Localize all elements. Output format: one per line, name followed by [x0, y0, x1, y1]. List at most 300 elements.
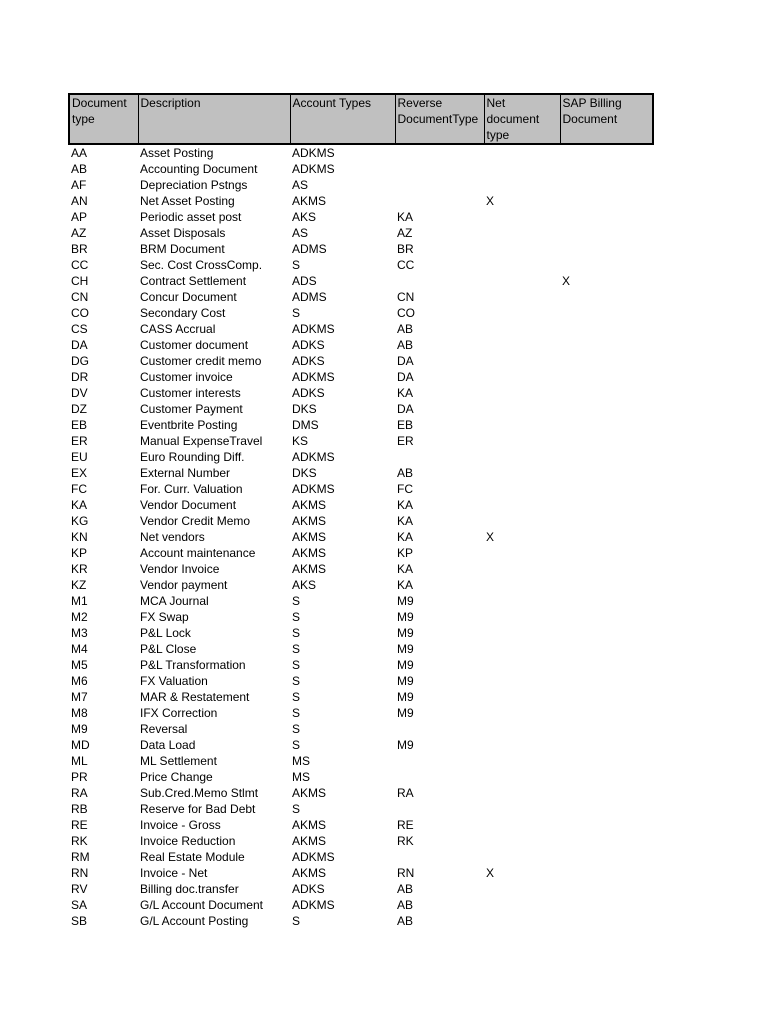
cell-document-type: AP: [71, 210, 88, 224]
cell-account-types: S: [292, 594, 301, 608]
cell-sap-billing-document: [560, 144, 653, 161]
cell-document-type: EU: [71, 450, 88, 464]
cell-account-types: AKMS: [292, 818, 327, 832]
cell-sap-billing-document: [560, 401, 653, 417]
cell-sap-billing-document: [560, 801, 653, 817]
cell-account-types: AKS: [292, 210, 317, 224]
table-row: [69, 321, 653, 337]
cell-sap-billing-document: [560, 209, 653, 225]
cell-reverse-document-type: CO: [397, 306, 415, 320]
cell-description: Reserve for Bad Debt: [140, 802, 256, 816]
table-row: [69, 673, 653, 689]
cell-document-type: EX: [71, 466, 88, 480]
cell-net-document-type: [484, 673, 560, 689]
table-row: [69, 881, 653, 897]
cell-account-types: ADKS: [292, 882, 325, 896]
cell-account-types: ADKMS: [292, 146, 335, 160]
cell-reverse-document-type: [395, 849, 484, 865]
cell-description: Invoice - Gross: [140, 818, 221, 832]
cell-net-document-type: [484, 561, 560, 577]
cell-account-types: S: [292, 306, 301, 320]
cell-description: Real Estate Module: [140, 850, 245, 864]
table-row: [69, 513, 653, 529]
cell-sap-billing-document: [560, 529, 653, 545]
cell-sap-billing-document: [560, 417, 653, 433]
cell-document-type: RE: [71, 818, 88, 832]
cell-sap-billing-document: [560, 849, 653, 865]
cell-reverse-document-type: [395, 144, 484, 161]
table-row: [69, 753, 653, 769]
cell-sap-billing-document: [560, 753, 653, 769]
cell-sap-billing-document: [560, 513, 653, 529]
cell-net-document-type: [484, 897, 560, 913]
cell-description: IFX Correction: [140, 706, 218, 720]
cell-reverse-document-type: [395, 769, 484, 785]
cell-account-types: AKMS: [292, 834, 327, 848]
cell-reverse-document-type: AB: [397, 914, 414, 928]
cell-sap-billing-document: [560, 241, 653, 257]
cell-sap-billing-document: [560, 497, 653, 513]
table-row: [69, 737, 653, 753]
cell-sap-billing-document: [560, 865, 653, 881]
table-row: [69, 161, 653, 177]
cell-document-type: KZ: [71, 578, 87, 592]
table-row: [69, 689, 653, 705]
cell-account-types: ADS: [292, 274, 317, 288]
cell-reverse-document-type: EB: [397, 418, 414, 432]
cell-net-document-type: [484, 465, 560, 481]
cell-account-types: DKS: [292, 402, 317, 416]
cell-net-document-type: [484, 721, 560, 737]
cell-account-types: S: [292, 738, 301, 752]
cell-reverse-document-type: CC: [397, 258, 415, 272]
cell-account-types: S: [292, 706, 301, 720]
cell-account-types: ADKS: [292, 338, 325, 352]
cell-net-document-type: [484, 513, 560, 529]
cell-account-types: AKMS: [292, 194, 327, 208]
cell-account-types: KS: [292, 434, 309, 448]
table-row: [69, 913, 653, 929]
cell-description: MAR & Restatement: [140, 690, 250, 704]
cell-document-type: DG: [71, 354, 89, 368]
cell-reverse-document-type: AB: [397, 322, 414, 336]
table-row: [69, 225, 653, 241]
cell-sap-billing-document: [560, 465, 653, 481]
cell-reverse-document-type: KA: [397, 386, 414, 400]
cell-reverse-document-type: KA: [397, 578, 414, 592]
cell-reverse-document-type: CN: [397, 290, 415, 304]
cell-net-document-type: [484, 209, 560, 225]
cell-reverse-document-type: AB: [397, 898, 414, 912]
cell-reverse-document-type: [395, 273, 484, 289]
cell-account-types: ADKMS: [292, 482, 335, 496]
cell-description: Net Asset Posting: [140, 194, 235, 208]
cell-account-types: AKMS: [292, 498, 327, 512]
cell-sap-billing-document: [560, 833, 653, 849]
cell-description: P&L Close: [140, 642, 197, 656]
cell-reverse-document-type: KA: [397, 498, 414, 512]
cell-net-document-type: [484, 289, 560, 305]
cell-reverse-document-type: DA: [397, 354, 414, 368]
cell-sap-billing-document: [560, 193, 653, 209]
cell-net-document-type: [484, 657, 560, 673]
cell-reverse-document-type: AB: [397, 466, 414, 480]
cell-reverse-document-type: M9: [397, 674, 414, 688]
cell-sap-billing-document: [560, 561, 653, 577]
table-row: [69, 481, 653, 497]
cell-net-document-type: [484, 833, 560, 849]
table-row: [69, 785, 653, 801]
header-description: Description: [138, 94, 290, 144]
table-row: [69, 385, 653, 401]
cell-account-types: ADMS: [292, 290, 327, 304]
cell-description: Asset Disposals: [140, 226, 226, 240]
cell-description: Customer document: [140, 338, 249, 352]
cell-document-type: RK: [71, 834, 88, 848]
table-row: [69, 545, 653, 561]
cell-account-types: ADKMS: [292, 450, 335, 464]
cell-sap-billing-document: [560, 673, 653, 689]
cell-description: For. Curr. Valuation: [140, 482, 243, 496]
cell-reverse-document-type: [395, 753, 484, 769]
table-row: [69, 465, 653, 481]
cell-account-types: ADMS: [292, 242, 327, 256]
cell-net-document-type: [484, 369, 560, 385]
cell-reverse-document-type: KP: [397, 546, 414, 560]
cell-account-types: AKMS: [292, 786, 327, 800]
header-document-type: Document type: [69, 94, 138, 144]
cell-reverse-document-type: M9: [397, 706, 414, 720]
cell-reverse-document-type: [395, 801, 484, 817]
table-row: [69, 769, 653, 785]
cell-net-document-type: [484, 881, 560, 897]
cell-reverse-document-type: [395, 161, 484, 177]
cell-account-types: AKMS: [292, 546, 327, 560]
table-row: [69, 529, 653, 545]
cell-net-document-type: [484, 225, 560, 241]
cell-sap-billing-document: [560, 641, 653, 657]
cell-description: Customer invoice: [140, 370, 233, 384]
cell-document-type: AZ: [71, 226, 87, 240]
cell-description: Billing doc.transfer: [140, 882, 239, 896]
cell-description: Vendor Document: [140, 498, 237, 512]
cell-description: MCA Journal: [140, 594, 209, 608]
cell-net-document-type: [484, 609, 560, 625]
header-net-document-type: Net document type: [484, 94, 560, 144]
cell-sap-billing-document: [560, 817, 653, 833]
cell-document-type: KR: [71, 562, 88, 576]
cell-sap-billing-document: [560, 385, 653, 401]
cell-document-type: BR: [71, 242, 88, 256]
cell-reverse-document-type: M9: [397, 658, 414, 672]
cell-sap-billing-document: [560, 769, 653, 785]
cell-document-type: RN: [71, 866, 89, 880]
cell-document-type: DZ: [71, 402, 87, 416]
cell-account-types: ADKMS: [292, 322, 335, 336]
cell-description: BRM Document: [140, 242, 225, 256]
cell-description: CASS Accrual: [140, 322, 216, 336]
cell-sap-billing-document: [560, 257, 653, 273]
cell-description: Euro Rounding Diff.: [140, 450, 245, 464]
cell-document-type: AN: [71, 194, 88, 208]
cell-description: ML Settlement: [140, 754, 217, 768]
cell-sap-billing-document: [560, 577, 653, 593]
cell-document-type: RB: [71, 802, 88, 816]
cell-sap-billing-document: [560, 881, 653, 897]
cell-sap-billing-document: [560, 705, 653, 721]
cell-sap-billing-document: X: [562, 274, 571, 288]
cell-description: Price Change: [140, 770, 213, 784]
cell-account-types: AKMS: [292, 514, 327, 528]
table-row: [69, 593, 653, 609]
cell-net-document-type: [484, 353, 560, 369]
cell-net-document-type: [484, 257, 560, 273]
cell-account-types: ADKS: [292, 354, 325, 368]
cell-document-type: KA: [71, 498, 88, 512]
cell-description: Reversal: [140, 722, 188, 736]
table-row: [69, 417, 653, 433]
cell-sap-billing-document: [560, 545, 653, 561]
cell-document-type: DV: [71, 386, 88, 400]
cell-account-types: AKS: [292, 578, 317, 592]
cell-document-type: PR: [71, 770, 88, 784]
cell-sap-billing-document: [560, 897, 653, 913]
cell-description: G/L Account Posting: [140, 914, 249, 928]
cell-description: Customer interests: [140, 386, 241, 400]
cell-sap-billing-document: [560, 737, 653, 753]
cell-net-document-type: [484, 433, 560, 449]
cell-reverse-document-type: M9: [397, 626, 414, 640]
cell-description: Vendor Credit Memo: [140, 514, 251, 528]
cell-reverse-document-type: AB: [397, 882, 414, 896]
cell-sap-billing-document: [560, 321, 653, 337]
cell-net-document-type: [484, 785, 560, 801]
table-row: [69, 369, 653, 385]
cell-sap-billing-document: [560, 593, 653, 609]
cell-net-document-type: [484, 593, 560, 609]
cell-net-document-type: [484, 817, 560, 833]
header-sap-billing-document: SAP Billing Document: [560, 94, 653, 144]
cell-net-document-type: [484, 705, 560, 721]
cell-description: External Number: [140, 466, 231, 480]
table-row: [69, 577, 653, 593]
cell-description: FX Valuation: [140, 674, 208, 688]
cell-account-types: AS: [292, 226, 309, 240]
cell-reverse-document-type: AB: [397, 338, 414, 352]
cell-net-document-type: [484, 321, 560, 337]
cell-description: Sub.Cred.Memo Stlmt: [140, 786, 259, 800]
header-reverse-document-type: Reverse DocumentType: [395, 94, 484, 144]
cell-net-document-type: [484, 641, 560, 657]
cell-sap-billing-document: [560, 305, 653, 321]
cell-net-document-type: [484, 144, 560, 161]
table-row: [69, 625, 653, 641]
table-row: [69, 609, 653, 625]
cell-reverse-document-type: AZ: [397, 226, 413, 240]
cell-description: Account maintenance: [140, 546, 256, 560]
cell-sap-billing-document: [560, 913, 653, 929]
cell-sap-billing-document: [560, 177, 653, 193]
cell-description: Vendor Invoice: [140, 562, 220, 576]
cell-description: Periodic asset post: [140, 210, 242, 224]
cell-net-document-type: [484, 577, 560, 593]
cell-net-document-type: [484, 801, 560, 817]
cell-account-types: S: [292, 674, 301, 688]
cell-sap-billing-document: [560, 481, 653, 497]
cell-description: Customer credit memo: [140, 354, 262, 368]
cell-account-types: ADKMS: [292, 850, 335, 864]
cell-net-document-type: [484, 417, 560, 433]
table-row: [69, 833, 653, 849]
cell-document-type: ER: [71, 434, 88, 448]
document-type-table: [68, 93, 652, 929]
table-row: [69, 241, 653, 257]
cell-net-document-type: [484, 161, 560, 177]
cell-document-type: M5: [71, 658, 88, 672]
cell-net-document-type: [484, 737, 560, 753]
cell-document-type: RA: [71, 786, 88, 800]
cell-document-type: AB: [71, 162, 88, 176]
cell-reverse-document-type: [395, 449, 484, 465]
cell-document-type: CS: [71, 322, 88, 336]
cell-account-types: ADKMS: [292, 162, 335, 176]
cell-sap-billing-document: [560, 625, 653, 641]
cell-description: Contract Settlement: [140, 274, 247, 288]
cell-net-document-type: [484, 449, 560, 465]
table-row: [69, 337, 653, 353]
cell-document-type: M7: [71, 690, 88, 704]
cell-description: Eventbrite Posting: [140, 418, 238, 432]
cell-document-type: ML: [71, 754, 88, 768]
table-row: [69, 865, 653, 881]
table-row: [69, 849, 653, 865]
cell-document-type: M3: [71, 626, 88, 640]
table-row: [69, 305, 653, 321]
cell-document-type: EB: [71, 418, 88, 432]
cell-net-document-type: [484, 481, 560, 497]
cell-account-types: S: [292, 642, 301, 656]
cell-reverse-document-type: M9: [397, 642, 414, 656]
cell-sap-billing-document: [560, 449, 653, 465]
cell-account-types: S: [292, 690, 301, 704]
cell-net-document-type: [484, 913, 560, 929]
cell-account-types: MS: [292, 770, 310, 784]
cell-account-types: DMS: [292, 418, 319, 432]
cell-account-types: S: [292, 722, 301, 736]
table-row: [69, 193, 653, 209]
cell-net-document-type: [484, 753, 560, 769]
cell-reverse-document-type: KA: [397, 210, 414, 224]
cell-sap-billing-document: [560, 353, 653, 369]
cell-account-types: MS: [292, 754, 310, 768]
cell-description: G/L Account Document: [140, 898, 263, 912]
cell-net-document-type: X: [486, 530, 495, 544]
table-row: [69, 497, 653, 513]
cell-reverse-document-type: [395, 177, 484, 193]
cell-net-document-type: [484, 401, 560, 417]
cell-document-type: AA: [71, 146, 88, 160]
cell-net-document-type: [484, 849, 560, 865]
cell-document-type: M8: [71, 706, 88, 720]
cell-description: FX Swap: [140, 610, 189, 624]
cell-description: Accounting Document: [140, 162, 258, 176]
cell-sap-billing-document: [560, 609, 653, 625]
table-row: [69, 433, 653, 449]
cell-description: Invoice - Net: [140, 866, 208, 880]
cell-description: P&L Lock: [140, 626, 191, 640]
cell-reverse-document-type: RK: [397, 834, 414, 848]
cell-description: Asset Posting: [140, 146, 214, 160]
cell-account-types: S: [292, 914, 301, 928]
cell-reverse-document-type: RN: [397, 866, 415, 880]
table-row: [69, 801, 653, 817]
table-row: [69, 401, 653, 417]
table-row: [69, 273, 653, 289]
cell-reverse-document-type: DA: [397, 402, 414, 416]
cell-net-document-type: [484, 177, 560, 193]
table-row: [69, 353, 653, 369]
cell-description: Depreciation Pstngs: [140, 178, 248, 192]
cell-reverse-document-type: RA: [397, 786, 414, 800]
cell-net-document-type: [484, 689, 560, 705]
cell-account-types: AKMS: [292, 530, 327, 544]
cell-description: Net vendors: [140, 530, 205, 544]
cell-document-type: M2: [71, 610, 88, 624]
cell-document-type: SB: [71, 914, 88, 928]
cell-document-type: CH: [71, 274, 89, 288]
header-row: [69, 94, 653, 144]
cell-reverse-document-type: DA: [397, 370, 414, 384]
cell-net-document-type: [484, 385, 560, 401]
cell-account-types: S: [292, 658, 301, 672]
cell-reverse-document-type: KA: [397, 562, 414, 576]
cell-reverse-document-type: M9: [397, 594, 414, 608]
cell-account-types: S: [292, 802, 301, 816]
cell-net-document-type: X: [486, 866, 495, 880]
cell-reverse-document-type: BR: [397, 242, 414, 256]
cell-account-types: S: [292, 258, 301, 272]
cell-document-type: CO: [71, 306, 89, 320]
table-row: [69, 641, 653, 657]
cell-net-document-type: [484, 769, 560, 785]
cell-document-type: AF: [71, 178, 87, 192]
cell-description: Manual ExpenseTravel: [140, 434, 263, 448]
header-account-types: Account Types: [290, 94, 395, 144]
cell-net-document-type: X: [486, 194, 495, 208]
cell-document-type: KG: [71, 514, 89, 528]
cell-document-type: CN: [71, 290, 89, 304]
cell-sap-billing-document: [560, 657, 653, 673]
table-row: [69, 721, 653, 737]
cell-reverse-document-type: M9: [397, 610, 414, 624]
cell-document-type: RV: [71, 882, 88, 896]
table-row: [69, 257, 653, 273]
cell-document-type: KP: [71, 546, 88, 560]
cell-account-types: S: [292, 610, 301, 624]
cell-account-types: ADKS: [292, 386, 325, 400]
cell-reverse-document-type: M9: [397, 690, 414, 704]
cell-net-document-type: [484, 273, 560, 289]
cell-reverse-document-type: KA: [397, 530, 414, 544]
cell-net-document-type: [484, 305, 560, 321]
cell-document-type: RM: [71, 850, 90, 864]
cell-sap-billing-document: [560, 289, 653, 305]
cell-document-type: M1: [71, 594, 88, 608]
cell-net-document-type: [484, 625, 560, 641]
table-row: [69, 449, 653, 465]
cell-account-types: AS: [292, 178, 309, 192]
cell-reverse-document-type: [395, 721, 484, 737]
